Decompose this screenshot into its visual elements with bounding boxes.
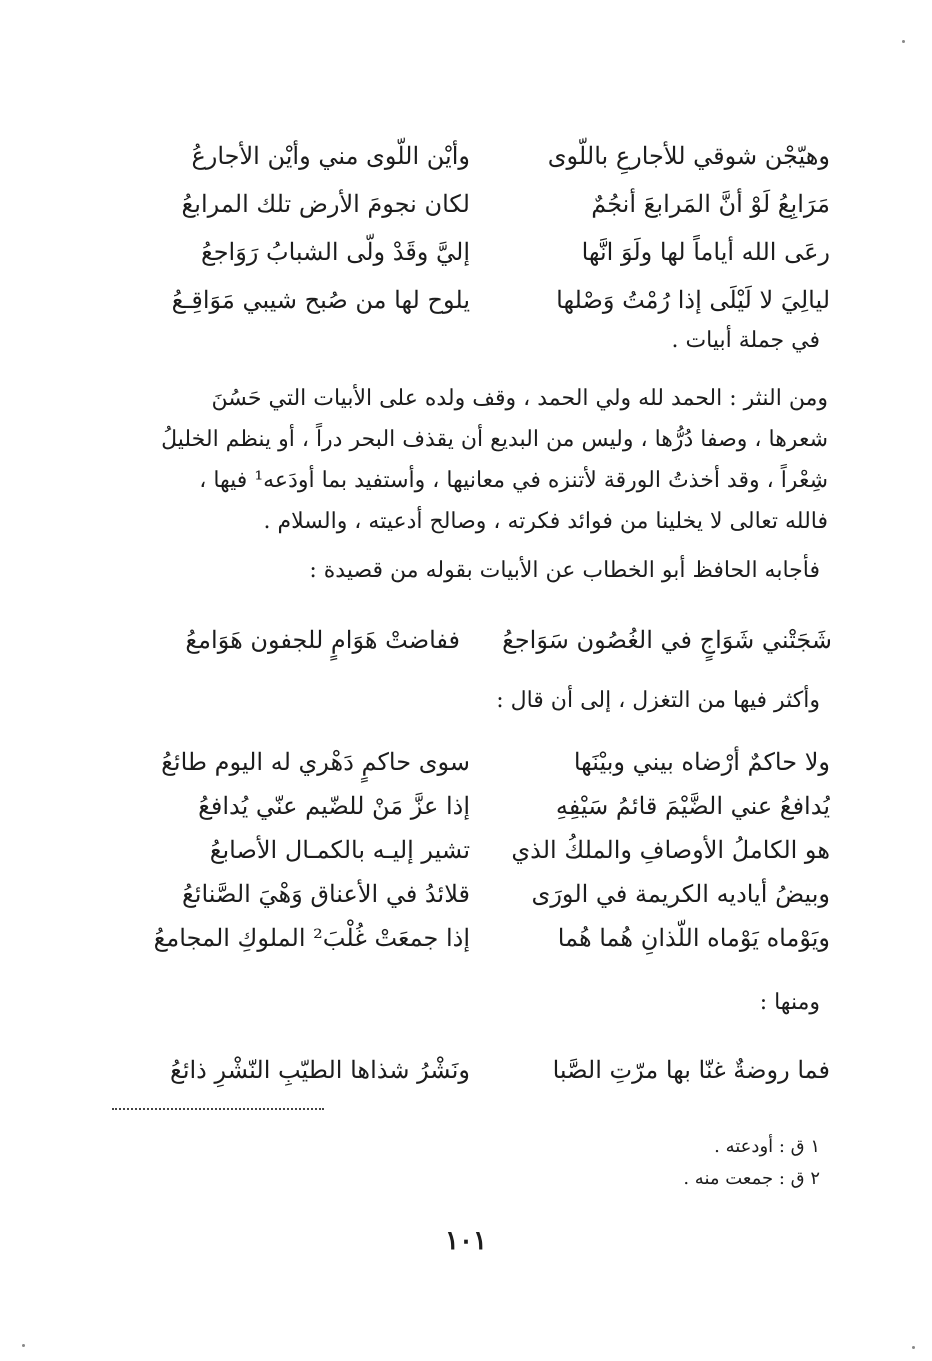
- second-hemistich: إذا عزَّ مَنْ للضّيم عنّي يُدافعُ: [198, 792, 470, 820]
- verse-line: [130, 828, 830, 872]
- scan-speck: [902, 40, 905, 43]
- verse-line: [130, 784, 830, 828]
- last-verse: [130, 1046, 830, 1094]
- second-hemistich: ففاضتْ هَوَامٍ للجفون هَوَامعُ: [185, 626, 460, 654]
- verse-line: [130, 916, 830, 960]
- first-hemistich: شَجَتْني شَوَاجٍ في الغُصُون سَوَاجعُ: [502, 626, 832, 654]
- verse-line: [130, 740, 830, 784]
- page-number: ١٠١: [445, 1226, 487, 1256]
- verse-line: [130, 872, 830, 916]
- second-hemistich: إليَّ وقَدْ ولّى الشبابُ رَوَاجعُ: [200, 238, 470, 266]
- verse-line: [130, 132, 830, 180]
- second-hemistich: تشير إليـه بالكمـال الأصابعُ: [209, 836, 470, 864]
- verse-line: [130, 180, 830, 228]
- first-hemistich: يُدافعُ عني الضَّيْمَ قائمُ سَيْفِهِ: [555, 792, 830, 820]
- first-hemistich: مَرَابِعُ لَوْ أنَّ المَرابعَ أنجُمٌ: [591, 190, 830, 218]
- second-hemistich: إذا جمعَتْ غُلْبَ² الملوكِ المجامعُ: [153, 924, 470, 952]
- reply-intro: فأجابه الحافظ أبو الخطاب عن الأبيات بقوله من قصيدة :: [309, 558, 820, 583]
- first-hemistich: ولا حاكمٌ أرْضاه بيني وبيْنَها: [573, 748, 830, 776]
- second-hemistich: يلوح لها من صُبح شيبي مَوَاقِـعُ: [171, 286, 470, 314]
- first-hemistich: رعَى الله أياماً لها ولَوَ انَّها: [581, 238, 830, 266]
- first-hemistich: ويَوْماه يَوْماه اللّذانِ هُما هُما: [557, 924, 830, 952]
- prose-line: فالله تعالى لا يخلينا من فوائد فكرته ، وصالح أدعيته ، والسلام .: [263, 509, 828, 534]
- verse-line: [130, 228, 830, 276]
- footnote: ١ ق : أودعته .: [714, 1136, 820, 1157]
- second-hemistich: قلائدُ في الأعناق وَهْيَ الصَّنائعُ: [182, 880, 470, 908]
- second-hemistich: سوى حاكمٍ دَهْري له اليوم طائعُ: [161, 748, 470, 776]
- second-hemistich: وأيْن اللّوى مني وأيْن الأجارعُ: [191, 142, 470, 170]
- verse-line: [130, 276, 830, 324]
- verse-line: [120, 616, 832, 664]
- poem-2: [130, 740, 830, 960]
- first-hemistich: وبيضُ أياديه الكريمة في الورَى: [531, 880, 830, 908]
- single-verse: [120, 616, 832, 664]
- first-hemistich: فما روضةٌ غنّا بها مرّتِ الصَّبا: [552, 1056, 830, 1084]
- second-hemistich: ونَشْرُ شذاها الطيّبِ النّشْرِ ذائعُ: [170, 1056, 470, 1084]
- first-hemistich: وهيّجْن شوقي للأجارعِ باللّوى: [547, 142, 830, 170]
- first-hemistich: هو الكاملُ الأوصافِ والملكُ الذي: [511, 836, 830, 864]
- verse-line: [130, 1046, 830, 1094]
- footnote-divider: [112, 1108, 324, 1110]
- ghazal-note: وأكثر فيها من التغزل ، إلى أن قال :: [496, 688, 820, 713]
- scan-speck: [912, 1346, 915, 1349]
- after-poem-note: في جملة أبيات .: [671, 328, 820, 353]
- prose-line: شِعْراً ، وقد أخذتُ الورقة لأتنزه في معانيها ، وأستفيد بما أودَعه¹ فيها ،: [199, 468, 828, 493]
- minha-heading: ومنها :: [759, 990, 820, 1015]
- first-hemistich: ليالِيَ لا لَيْلَى إذا رُمْتُ وَصْلها: [556, 286, 830, 314]
- prose-line: ومن النثر : الحمد لله ولي الحمد ، وقف ولده على الأبيات التي حَسُنَ: [211, 386, 828, 411]
- prose-line: شعرها ، وصفا دُرُّها ، وليس من البديع أن يقذف البحر دراً ، أو ينظم الخليلُ: [161, 427, 828, 452]
- second-hemistich: لكان نجومَ الأرض تلك المرابعُ: [181, 190, 470, 218]
- scan-speck: [22, 1344, 25, 1347]
- footnote: ٢ ق : جمعت منه .: [683, 1168, 820, 1189]
- poem-1: [130, 132, 830, 324]
